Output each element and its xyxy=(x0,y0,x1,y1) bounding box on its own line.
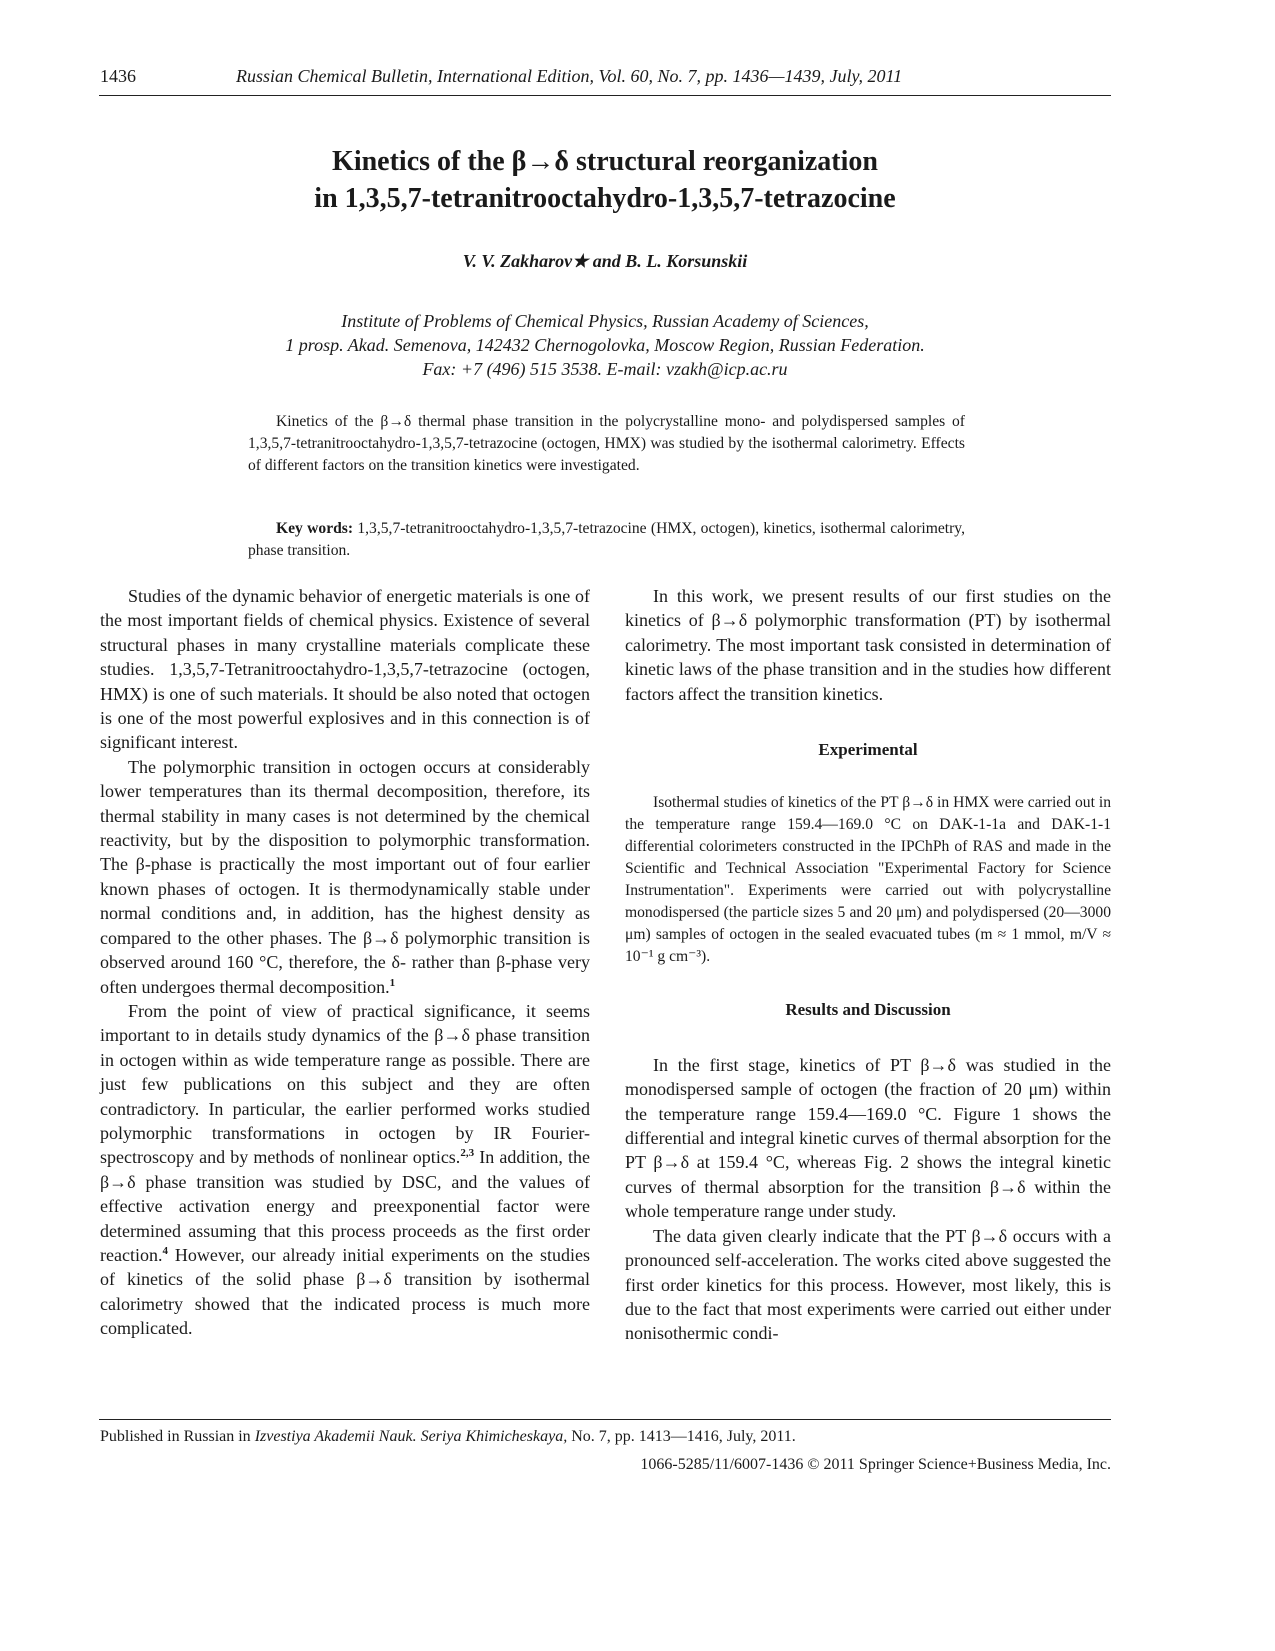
intro-paragraph-3-text-b: In addition, the β→δ phase transition was studied by DSC, and the values of effective activation energy and preexponential factor were determined assuming that this process proceeds as the first order reaction. xyxy=(100,1147,590,1265)
publication-suffix: No. 7, pp. 1413—1416, July, 2011. xyxy=(567,1428,796,1445)
aim-paragraph: In this work, we present results of our first studies on the kinetics of β→δ polymorphic transformation (PT) by isothermal calorimetry. The most important task consisted in determination of kinetic laws of the phase transition and in the studies how different factors affect the transition kinetics. xyxy=(625,586,1111,704)
title-line-1: Kinetics of the β→δ structural reorganization xyxy=(332,146,878,177)
intro-paragraph-1: Studies of the dynamic behavior of energetic materials is one of the most important fields of chemical physics. Existence of several structural phases in many crystalline materials complicate these studies. 1,3,5,7-Tetranitrooctahydro-1,3,5,7-tetrazocine (octogen, HMX) is one of such materials. It should be also noted that octogen is one of the most powerful explosives and in this connection is of significant interest. xyxy=(100,586,590,753)
keywords xyxy=(248,518,965,562)
affiliation-line-3: Fax: +7 (496) 515 3538. E-mail: vzakh@icp.ac.ru xyxy=(422,359,788,379)
title-line-2: in 1,3,5,7-tetranitrooctahydro-1,3,5,7-tetrazocine xyxy=(314,183,896,214)
reference-mark: 4 xyxy=(162,1244,168,1257)
article-title xyxy=(180,143,1030,217)
page-number: 1436 xyxy=(100,66,136,86)
journal-citation: Russian Chemical Bulletin, International Edition, Vol. 60, No. 7, pp. 1436—1439, July, 2011 xyxy=(236,66,903,86)
left-column xyxy=(100,584,590,1341)
reference-mark: 2,3 xyxy=(460,1147,475,1160)
keywords-text: 1,3,5,7-tetranitrooctahydro-1,3,5,7-tetrazocine (HMX, octogen), kinetics, isothermal calorimetry, phase transition. xyxy=(248,520,965,559)
abstract: Kinetics of the β→δ thermal phase transition in the polycrystalline mono- and polydispersed samples of 1,3,5,7-tetranitrooctahydro-1,3,5,7-tetrazocine (octogen, HMX) was studied by the isothermal calorimetry. Effects of different factors on the transition kinetics were investigated. xyxy=(248,413,965,474)
publication-prefix: Published in Russian in xyxy=(100,1428,255,1445)
copyright-line: 1066-5285/11/6007-1436 © 2011 Springer Science+Business Media, Inc. xyxy=(640,1456,1111,1473)
intro-paragraph-2-text: The polymorphic transition in octogen occurs at considerably lower temperatures than its thermal decomposition, therefore, its thermal stability in many cases is not determined by the chemical reactivity, but by the disposition to polymorphic transformation. The β-phase is practically the most important out of four earlier known phases of octogen. It is thermodynamically stable under normal conditions and, in addition, has the highest density as compared to the other phases. The β→δ polymorphic transition is observed around 160 °C, therefore, the δ- rather than β-phase very often undergoes thermal decomposition. xyxy=(100,756,590,997)
results-heading: Results and Discussion xyxy=(785,1000,951,1020)
keywords-label: Key words: xyxy=(276,520,354,537)
results-paragraph-1: In the first stage, kinetics of PT β→δ was studied in the monodispersed sample of octogen (the fraction of 20 μm) within the temperature range 159.4—169.0 °C. Figure 1 shows the differential and integral kinetic curves of thermal absorption for the PT β→δ at 159.4 °C, whereas Fig. 2 shows the integral kinetic curves of thermal absorption for the transition β→δ within the whole temperature range under study. xyxy=(625,1054,1111,1222)
publication-note xyxy=(100,1428,796,1446)
results-paragraph-2: The data given clearly indicate that the PT β→δ occurs with a pronounced self-acceleration. The works cited above suggested the first order kinetics for this process. However, most likely, this is due to the fact that most experiments were carried out either under nonisothermic condi- xyxy=(625,1225,1111,1344)
intro-paragraph-3 xyxy=(100,999,590,1341)
footer-rule xyxy=(99,1419,1111,1420)
authors: V. V. Zakharov★ and B. L. Korsunskii xyxy=(462,251,748,271)
intro-paragraph-3-text-c: However, our already initial experiments on the studies of kinetics of the solid phase β→δ transition by isothermal calorimetry showed that the indicated process is much more complicated. xyxy=(100,1244,590,1339)
intro-paragraph-3-text-a: From the point of view of practical significance, it seems important to in details study dynamics of the β→δ phase transition in octogen within as wide temperature range as possible. There are just few publications on this subject and they are often contradictory. In particular, the earlier performed works studied polymorphic transformations in octogen by IR Fourier-spectroscopy and by methods of nonlinear optics. xyxy=(100,1000,590,1168)
affiliation-line-2: 1 prosp. Akad. Semenova, 142432 Chernogolovka, Moscow Region, Russian Federation. xyxy=(285,335,925,355)
affiliation-line-1: Institute of Problems of Chemical Physics, Russian Academy of Sciences, xyxy=(341,311,869,331)
experimental-text: Isothermal studies of kinetics of the PT β→δ in HMX were carried out in the temperature range 159.4—169.0 °C on DAK-1-1a and DAK-1-1 differential colorimeters constructed in the IPChPh of RAS and made in the Scientific and Technical Association "Experimental Factory for Science Instrumentation". Experiments were carried out with polycrystalline monodispersed (the particle sizes 5 and 20 μm) and polydispersed (20—3000 μm) samples of octogen in the sealed evacuated tubes (m ≈ 1 mmol, m/V ≈ 10⁻¹ g cm⁻³). xyxy=(625,794,1111,966)
right-column xyxy=(625,584,1111,1346)
publication-journal: Izvestiya Akademii Nauk. Seriya Khimicheskaya, xyxy=(254,1428,568,1445)
reference-mark: 1 xyxy=(389,976,396,989)
affiliation xyxy=(180,309,1030,381)
experimental-heading: Experimental xyxy=(818,740,918,760)
header-rule xyxy=(99,95,1111,96)
intro-paragraph-2 xyxy=(100,755,590,999)
